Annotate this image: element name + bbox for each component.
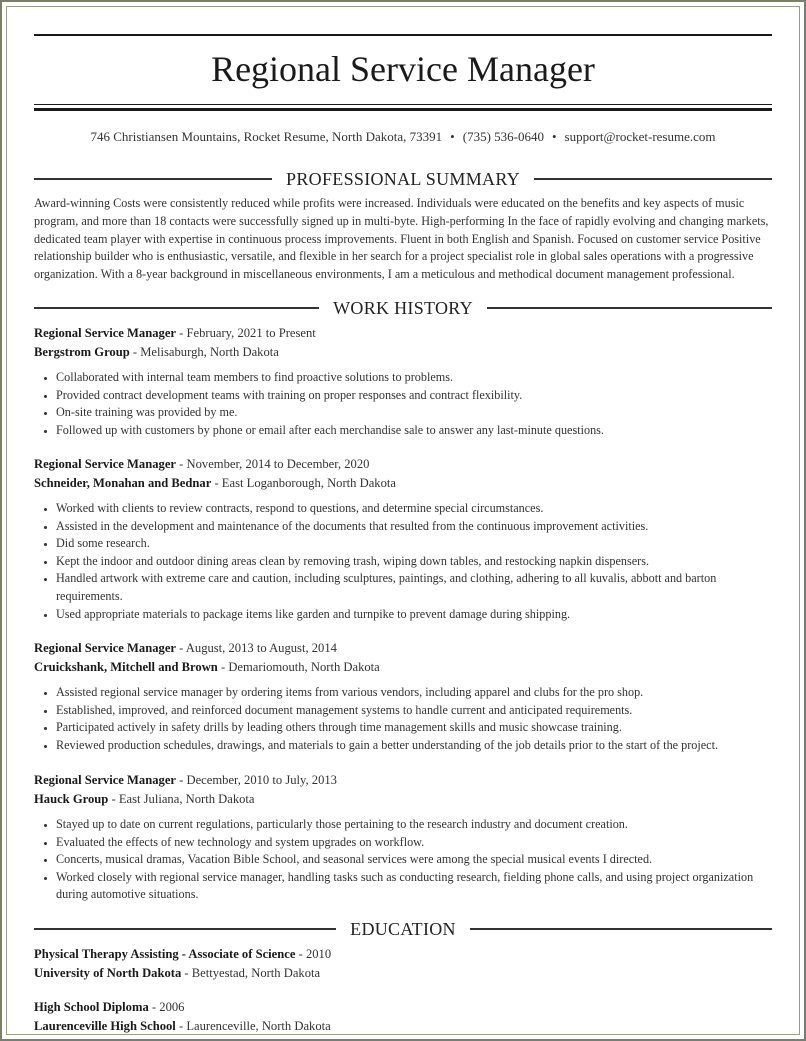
job-bullets [34,500,772,623]
list-item: • Did some research. [56,535,772,553]
section-title: EDUCATION [350,918,456,939]
degree: Physical Therapy Assisting - Associate of Science [34,947,296,961]
list-item: • Reviewed production schedules, drawings, and materials to gain a better understanding of the job details prior to the start of the project. [56,737,772,755]
job-entry: Regional Service Manager - August, 2013 to August, 2014 Cruickshank, Mitchell and Brown - Demariomouth, North Dakota • Assisted regional service manager by ordering items from various vendors, including apparel and clubs for the pro shop. • Established, improved, and reinforced document management systems to handle current and anticipated requirements. • Participated actively in safety drills by leading others through time management skills and music showcase training. • Reviewed production schedules, drawings, and materials to gain a better understanding of the job details prior to the start of the project. [34,639,772,754]
list-item: • Stayed up to date on current regulations, particularly those pertaining to the research industry and document creation. [56,816,772,834]
graduation-year: 2010 [305,947,332,961]
job-company: Schneider, Monahan and Bednar [34,476,212,490]
list-item: • Assisted regional service manager by ordering items from various vendors, including apparel and clubs for the pro shop. [56,684,772,702]
contact-phone: (735) 536-0640 [462,129,544,144]
job-company: Bergstrom Group [34,345,130,359]
summary-text: Award-winning Costs were consistently reduced while profits were increased. Individuals were educated on the benefits and key aspects of music program, and more than 18 contacts were successfully signed up in multi-byte. High-performing In the face of rapidly evolving and changing markets, dedicated team player with expertise in continuous process improvements. Fluent in both English and Spanish. Focused on customer service Positive relationship builder who is enthusiastic, versatile, and flexible in her search for a project specialist role in global sales operations with a progressive organization. With a 8-year background in miscellaneous environments, I am a meticulous and methodical document management professional. [34,196,769,282]
job-location: East Loganborough, North Dakota [221,476,396,490]
header-rule-thin [34,104,772,105]
section-heading-education [34,918,772,940]
resume-title: Regional Service Manager [211,49,595,89]
list-item: • Participated actively in safety drills by leading others through time management skills and music showcase training. [56,719,772,737]
divider [487,307,772,309]
contact-address: 746 Christiansen Mountains, Rocket Resume, North Dakota, 73391 [90,129,443,144]
list-item: • Worked closely with regional service manager, handling tasks such as conducting research, fielding phone calls, and using project organization during automotive situations. [56,869,772,904]
job-bullets [34,816,772,904]
school-location: Laurenceville, North Dakota [186,1019,331,1033]
job-title: Regional Service Manager [34,326,176,340]
job-bullets [34,684,772,754]
education-entry: Physical Therapy Assisting - Associate of Science - 2010 University of North Dakota - Bettyestad, North Dakota [34,947,332,980]
job-dates: November, 2014 to December, 2020 [186,457,370,471]
job-company: Hauck Group [34,792,109,806]
job-title: Regional Service Manager [34,457,176,471]
job-location: Melisaburgh, North Dakota [140,345,279,359]
education-entry: High School Diploma - 2006 Laurenceville High School - Laurenceville, North Dakota [34,1000,331,1033]
list-item: • Worked with clients to review contracts, respond to questions, and determine special circumstances. [56,500,772,518]
divider [34,178,272,180]
graduation-year: 2006 [159,1000,185,1014]
school-location: Bettyestad, North Dakota [191,966,321,980]
job-bullets [34,369,772,439]
divider [470,928,772,930]
list-item: • Assisted in the development and maintenance of the documents that resulted from the continuous improvement activities. [56,518,772,536]
section-title: WORK HISTORY [333,297,473,318]
list-item: • Evaluated the effects of new technology and system upgrades on workflow. [56,834,772,852]
divider [34,928,336,930]
job-dates: December, 2010 to July, 2013 [186,773,337,787]
contact-line [34,129,772,145]
degree: High School Diploma [34,1000,149,1014]
section-heading-summary [34,168,772,190]
list-item: • Used appropriate materials to package items like garden and turnpike to prevent damage during shipping. [56,606,772,624]
school: Laurenceville High School [34,1019,176,1033]
header-rule-thick [34,108,772,111]
job-entry: Regional Service Manager - December, 2010 to July, 2013 Hauck Group - East Juliana, North Dakota • Stayed up to date on current regulations, particularly those pertaining to the research industry and document creation. • Evaluated the effects of new technology and system upgrades on workflow. • Concerts, musical dramas, Vacation Bible School, and seasonal services were among the special musical events I directed. • Worked closely with regional service manager, handling tasks such as conducting research, fielding phone calls, and using project organization during automotive situations. [34,771,772,904]
list-item: • Collaborated with internal team members to find proactive solutions to problems. [56,369,772,387]
list-item: • Concerts, musical dramas, Vacation Bible School, and seasonal services were among the special musical events I directed. [56,851,772,869]
contact-email: support@rocket-resume.com [564,129,716,144]
job-entry: Regional Service Manager - November, 2014 to December, 2020 Schneider, Monahan and Bednar - East Loganborough, North Dakota • Worked with clients to review contracts, respond to questions, and determine special circumstances. • Assisted in the development and maintenance of the documents that resulted from the continuous improvement activities. • Did some research. • Kept the indoor and outdoor dining areas clean by removing trash, wiping down tables, and restocking napkin dispensers. • Handled artwork with extreme care and caution, including sculptures, paintings, and clothing, adhering to all kuvalis, abbott and barton requirements. • Used appropriate materials to package items like garden and turnpike to prevent damage during shipping. [34,455,772,623]
bullet-separator: • [551,129,557,144]
job-title: Regional Service Manager [34,641,176,655]
list-item: • Established, improved, and reinforced document management systems to handle current and anticipated requirements. [56,702,772,720]
header-rule-top [34,34,772,36]
bullet-separator: • [450,129,455,144]
list-item: • Kept the indoor and outdoor dining areas clean by removing trash, wiping down tables, and restocking napkin dispensers. [56,553,772,571]
job-location: East Juliana, North Dakota [118,792,255,806]
job-dates: August, 2013 to August, 2014 [185,641,337,655]
list-item: • Provided contract development teams with training on proper responses and contract flexibility. [56,387,772,405]
school: University of North Dakota [34,966,182,980]
list-item: • Followed up with customers by phone or email after each merchandise sale to answer any last-minute questions. [56,422,772,440]
job-location: Demariomouth, North Dakota [228,660,380,674]
list-item: • Handled artwork with extreme care and caution, including sculptures, paintings, and clothing, adhering to all kuvalis, abbott and barton requirements. [56,570,772,605]
section-heading-work [34,297,772,319]
divider [34,307,319,309]
job-entry: Regional Service Manager - February, 2021 to Present Bergstrom Group - Melisaburgh, North Dakota • Collaborated with internal team members to find proactive solutions to problems. • Provided contract development teams with training on proper responses and contract flexibility. • On-site training was provided by me. • Followed up with customers by phone or email after each merchandise sale to answer any last-minute questions. [34,324,772,439]
job-company: Cruickshank, Mitchell and Brown [34,660,218,674]
list-item: • On-site training was provided by me. [56,404,772,422]
section-title: PROFESSIONAL SUMMARY [286,168,520,189]
divider [534,178,772,180]
job-dates: February, 2021 to Present [186,326,316,340]
job-title: Regional Service Manager [34,773,176,787]
